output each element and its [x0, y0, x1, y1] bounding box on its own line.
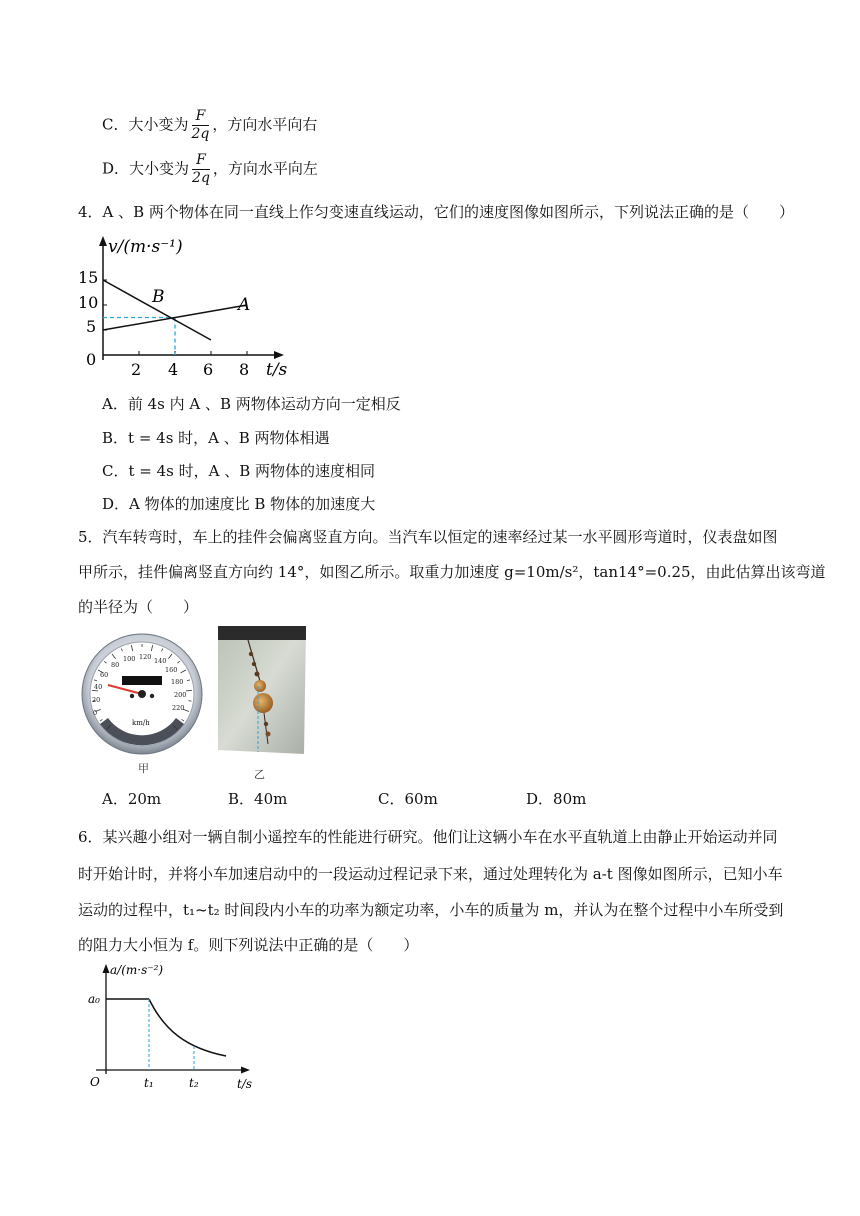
speedo-tick-0: 0	[93, 709, 98, 717]
a0-label: a₀	[88, 992, 100, 1006]
fraction: $\frac{F}{2q}$	[192, 152, 210, 186]
q5-option-c: C．60m	[378, 790, 438, 808]
speedo-unit: km/h	[132, 719, 150, 727]
x-tick-4: 4	[168, 360, 179, 379]
q5-stem-line2: 甲所示，挂件偏离竖直方向约 14°，如图乙所示。取重力加速度 g=10m/s²，tan14°=0.25，由此估算出该弯道	[78, 563, 826, 581]
speedo-tick-120: 120	[139, 653, 152, 661]
y-axis-arrow	[103, 964, 110, 973]
speedo-tick-200: 200	[174, 691, 187, 699]
t2-label: t₂	[189, 1076, 199, 1090]
q5-option-b: B．40m	[228, 790, 288, 808]
y-axis-label: a/(m·s⁻²)	[110, 963, 164, 977]
origin-label: O	[90, 1075, 100, 1089]
q4-stem: 4．A 、B 两个物体在同一直线上作匀变速直线运动，它们的速度图像如图所示，下列说法正确的是（ ）	[78, 203, 794, 221]
y-axis-arrow	[99, 236, 107, 246]
q5-stem-line3: 的半径为（ ）	[78, 598, 199, 616]
q4-option-c: C．t = 4s 时，A 、B 两物体的速度相同	[102, 462, 376, 480]
q4-option-b: B．t = 4s 时，A 、B 两物体相遇	[102, 429, 330, 447]
y-axis-label: v/(m·s⁻¹)	[108, 237, 183, 257]
origin-label: 0	[86, 350, 97, 369]
q6-at-chart	[86, 960, 266, 1092]
q3-option-d: D．大小变为 $\frac{F}{2q}$ ，方向水平向左	[102, 152, 318, 186]
y-tick-15: 15	[78, 268, 99, 287]
q3-option-c: C．大小变为 $\frac{F}{2q}$ ，方向水平向右	[102, 108, 318, 142]
q6-stem-line2: 时开始计时，并将小车加速启动中的一段运动过程记录下来，通过处理转化为 a-t 图像如图所示，已知小车	[78, 865, 783, 883]
speedo-tick-160: 160	[165, 666, 178, 674]
x-axis-label: t/s	[266, 360, 288, 380]
speedo-tick-100: 100	[123, 655, 136, 663]
caption-jia: 甲	[138, 762, 149, 775]
x-axis-arrow	[241, 1067, 250, 1074]
q5-option-d: D．80m	[526, 790, 587, 808]
q6-stem-line1: 6．某兴趣小组对一辆自制小遥控车的性能进行研究。他们让这辆小车在水平直轨道上由静止开始运动并同	[78, 828, 778, 846]
speedo-tick-20: 20	[92, 696, 101, 704]
speedo-tick-40: 40	[94, 683, 103, 691]
speedo-tick-220: 220	[172, 704, 185, 712]
speedo-tick-180: 180	[171, 678, 184, 686]
x-axis-label: t/s	[237, 1077, 253, 1091]
ornament-photo	[218, 626, 306, 756]
x-axis-arrow	[274, 351, 284, 359]
t1-label: t₁	[144, 1076, 154, 1090]
x-tick-6: 6	[203, 360, 214, 379]
q4-vt-chart	[78, 232, 298, 382]
y-tick-10: 10	[78, 293, 99, 312]
x-tick-8: 8	[239, 360, 250, 379]
series-label-a: A	[238, 295, 251, 315]
series-label-b: B	[152, 287, 165, 307]
q6-stem-line3: 运动的过程中，t₁~t₂ 时间段内小车的功率为额定功率，小车的质量为 m，并认为在整个过程中小车所受到	[78, 901, 784, 919]
q4-option-d: D．A 物体的加速度比 B 物体的加速度大	[102, 495, 376, 513]
x-tick-2: 2	[131, 360, 142, 379]
q5-stem-line1: 5．汽车转弯时，车上的挂件会偏离竖直方向。当汽车以恒定的速率经过某一水平圆形弯道时，仪表盘如图	[78, 528, 778, 546]
speedo-tick-140: 140	[154, 657, 167, 665]
decreasing-curve	[149, 999, 226, 1056]
q4-option-a: A．前 4s 内 A 、B 两物体运动方向一定相反	[102, 395, 401, 413]
q6-stem-line4: 的阻力大小恒为 f。则下列说法中正确的是（ ）	[78, 936, 419, 954]
fraction: $\frac{F}{2q}$	[191, 108, 210, 142]
speedo-tick-60: 60	[100, 671, 109, 679]
speedo-tick-80: 80	[111, 661, 120, 669]
q5-option-a: A．20m	[102, 790, 162, 808]
y-tick-5: 5	[86, 317, 97, 336]
speedometer-image	[80, 632, 204, 756]
caption-yi: 乙	[254, 768, 265, 781]
